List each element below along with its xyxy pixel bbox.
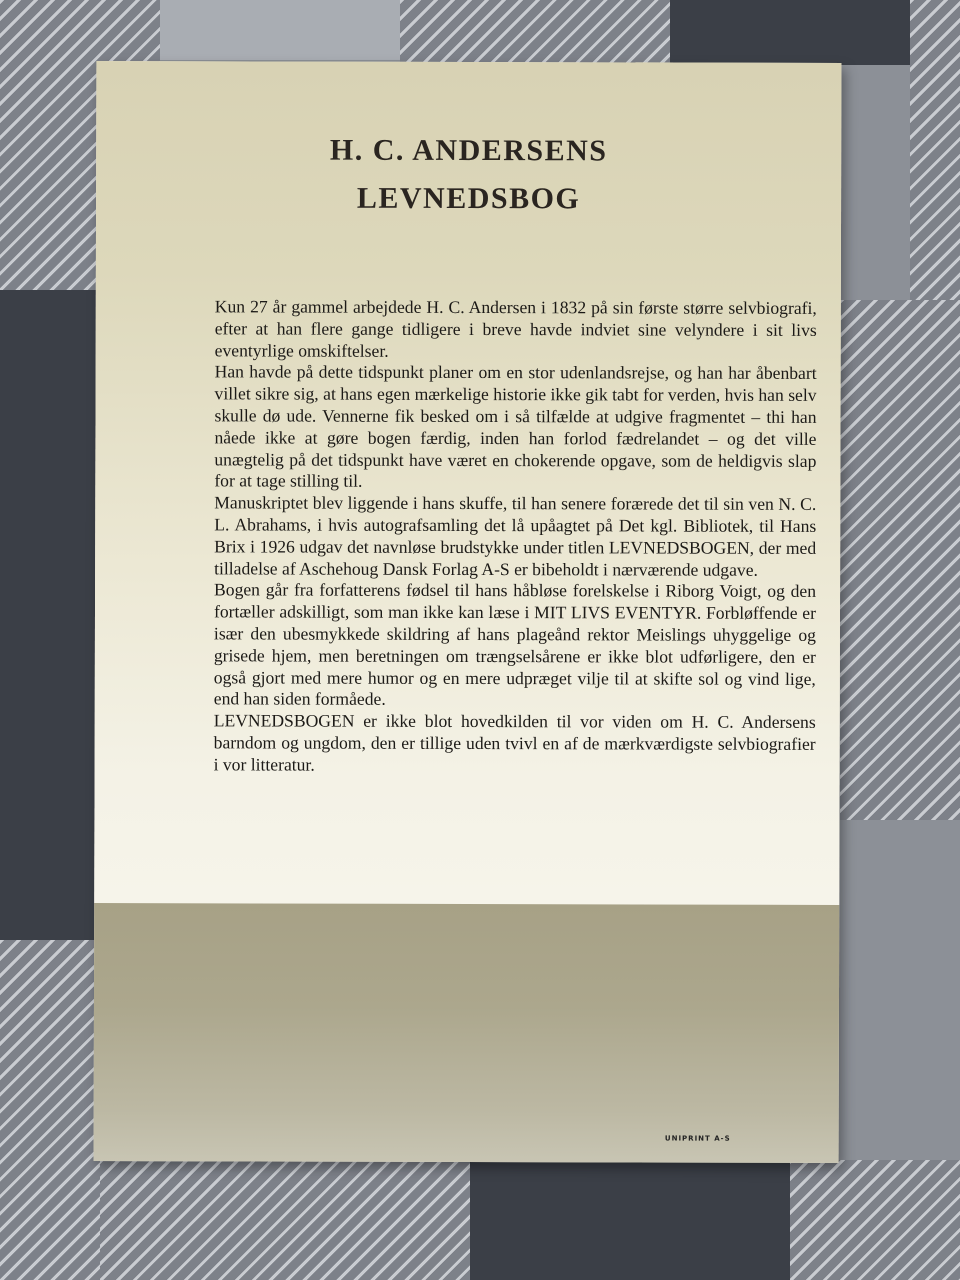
blurb-paragraph: LEVNEDSBOGEN er ikke blot hovedkilden til vor viden om H. C. Andersens barndom og ungdom, den er tillige uden tvivl en af de mærkværdigste selvbiografier i vor litteratur. — [213, 710, 816, 775]
blurb-paragraph: Han havde på dette tidspunkt planer om en stor udenlandsrejse, og han har åbenbart villet sikre sig, at hans egen mærkelige historie ikke gik tabt for verden, hvis han selv skulle dø ude. Vennerne fik besked om i så tilfælde at udgive fragmentet – thi han nåede ikke at gøre bogen færdig, inden han forlod fædrelandet – og det ville unægtelig på det tidspunkt have været en chokerende opgave, som de heldigvis slap for at tage stilling til. — [214, 361, 817, 492]
blurb-paragraph: Bogen går fra forfatterens fødsel til hans håbløse forelskelse i Riborg Voigt, og den fortæller adskilligt, som man ikke kan læse i MIT LIVS EVENTYR. Forbløffende er især den ubesmykkede skildring af hans plageånd rektor Meislings uhyggelige og grisede hjem, men beretningen om trængselsårene er ikke blot udførligere, den er også gjort med mere humor og en mere udpræget vilje til at skifte sol og vind lige, end han siden formåede. — [213, 579, 817, 710]
blurb-text — [214, 296, 817, 777]
book-title-line-1: H. C. ANDERSENS — [329, 133, 608, 168]
printer-mark: UNIPRINT A-S — [664, 1134, 731, 1143]
cover-lower-band — [94, 903, 840, 1163]
book-title-line-2: LEVNEDSBOG — [356, 181, 581, 216]
blurb-paragraph: Manuskriptet blev liggende i hans skuffe, til han senere forærede det til sin ven N. C. L. Abrahams, i hvis autografsamling det lå upåagtet på Det kgl. Bibliotek, til Hans Brix i 1926 udgav det navnløse brudstykke under titlen LEVNEDSBOGEN, der med tilladelse af Aschehoug Dansk Forlag A-S er bibeholdt i nærværende udgave. — [214, 492, 817, 580]
book-back-cover — [94, 61, 842, 1163]
blurb-paragraph: Kun 27 år gammel arbejdede H. C. Andersen i 1832 på sin første større selvbiografi, efter at han flere gange tidligere i breve havde indviet sine velyndere i sit livs eventyrlige omskiftelser. — [214, 296, 817, 361]
